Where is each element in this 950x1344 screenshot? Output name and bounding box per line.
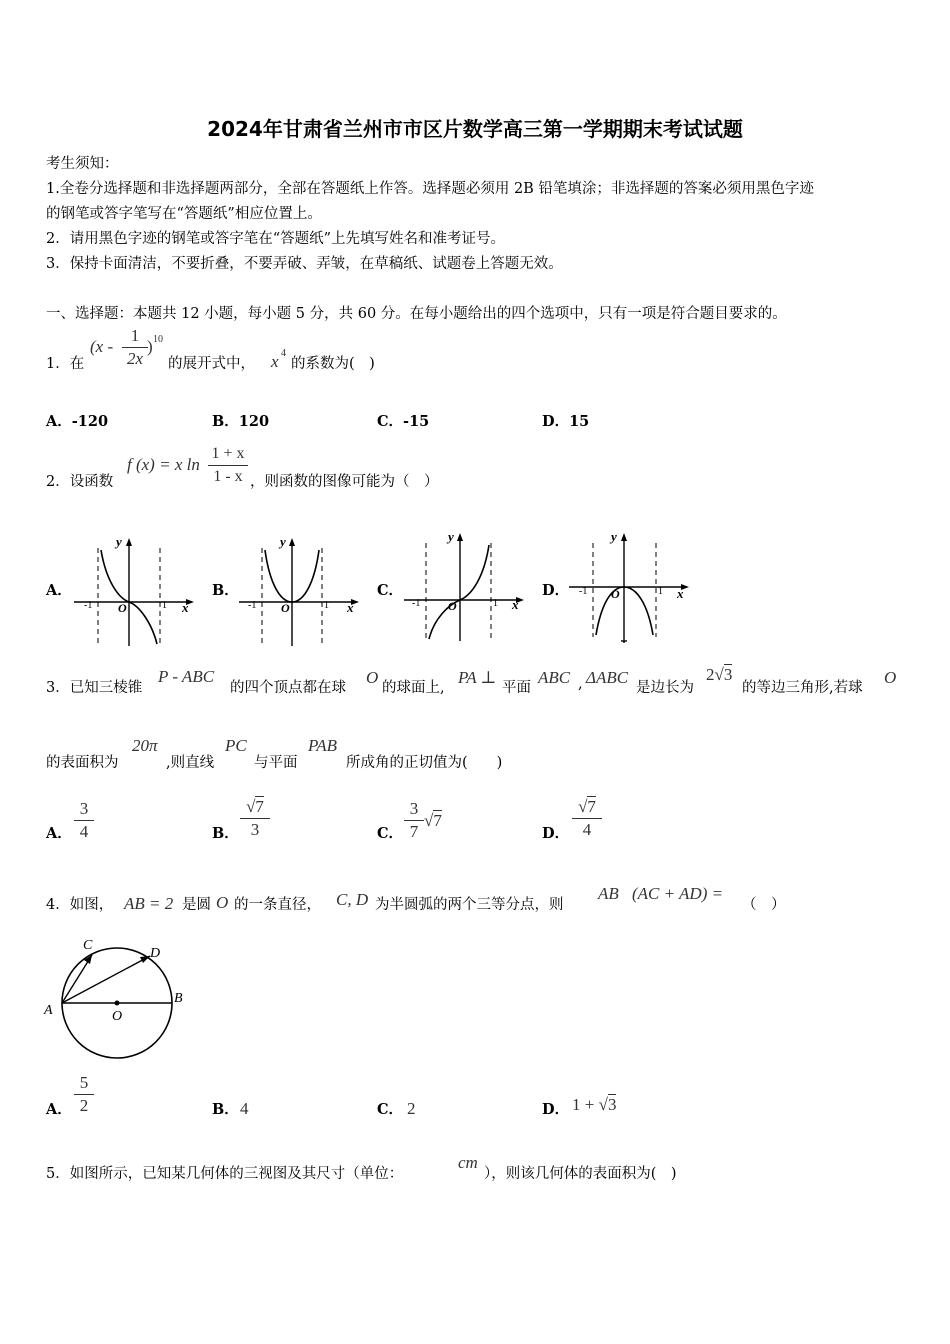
q3-math-5: ΔABC <box>586 668 629 687</box>
q1-expr-close: ) <box>147 337 153 356</box>
q4-label-d: D <box>150 946 161 961</box>
q3-option-a-value[interactable] <box>74 799 94 842</box>
q4-option-b-value[interactable]: 4 <box>240 1099 249 1118</box>
q2-graph-b-neg-tick: -1 <box>248 600 257 611</box>
q3-text-11: 所成角的正切值为( ) <box>346 755 503 771</box>
q3-option-c-radicand: 7 <box>433 811 442 830</box>
q3-side-radicand: 3 <box>723 665 733 684</box>
q4-text-5: （ ） <box>742 897 786 913</box>
q2-graph-d-pos-tick: 1 <box>658 586 663 597</box>
q1-option-b[interactable] <box>212 410 269 431</box>
q2-graph-a-y-label: y <box>116 534 122 549</box>
notice-heading: 考生须知： <box>46 156 119 172</box>
q3-option-d-label[interactable]: D． <box>542 825 570 842</box>
q4-option-a-num: 5 <box>79 1073 89 1092</box>
q3-math-3: PA ⊥ <box>458 668 497 687</box>
q3-option-b-label[interactable]: B． <box>212 825 239 842</box>
q1-fraction <box>122 326 148 369</box>
q2-graph-d-x-label: x <box>677 586 684 601</box>
q2-graph-a-pos-tick: 1 <box>162 600 167 611</box>
notice-item-1-line-1: 1.全卷分选择题和非选择题两部分，全部在答题纸上作答。选择题必须用 2B 铅笔填涂；非选择题的答案必须用黑色字迹 <box>46 181 814 197</box>
q2-graph-d-neg-tick: -1 <box>579 586 588 597</box>
q4-vector-ad <box>62 956 150 1003</box>
q3-option-c-num: 3 <box>409 799 419 818</box>
q3-math-2: O <box>366 668 379 687</box>
q4-option-d-value[interactable]: 1 + √3 <box>572 1095 617 1114</box>
q2-graph-a-x-label: x <box>182 600 189 615</box>
q3-option-c-root: √7 <box>424 811 442 830</box>
q1-frac-num: 1 <box>130 326 140 345</box>
q3-option-c-label[interactable]: C． <box>377 825 404 842</box>
section-heading: 一、选择题：本题共 12 小题，每小题 5 分，共 60 分。在每小题给出的四个选项中，只有一项是符合题目要求的。 <box>46 306 787 322</box>
q3-math-1: P - ABC <box>158 667 215 686</box>
q3-text-10: 与平面 <box>254 755 298 771</box>
q3-text-6: 是边长为 <box>636 680 694 696</box>
q2-graph-a[interactable] <box>70 530 200 648</box>
q2-prefix: 2．设函数 <box>46 474 114 490</box>
q3-math-4: ABC <box>538 668 571 687</box>
q2-graph-d[interactable] <box>565 525 695 645</box>
q3-text-9: ,则直线 <box>166 755 215 771</box>
q5-text-2: ），则该几何体的表面积为( ) <box>484 1166 677 1182</box>
q1-mid: 的展开式中， <box>168 356 255 372</box>
q1-suffix: 的系数为( ) <box>291 356 375 372</box>
q2-graph-b-y-label: y <box>280 534 286 549</box>
q2-suffix: ，则函数的图像可能为（ ） <box>250 474 439 490</box>
q4-option-a-den: 2 <box>79 1096 89 1115</box>
q2-option-a-label[interactable]: A． <box>46 582 72 599</box>
q1-option-a-text: -120 <box>71 413 109 430</box>
q3-text-7: 的等边三角形,若球 <box>742 680 863 696</box>
q2-frac-num: 1 + x <box>211 445 245 462</box>
q3-option-a-label[interactable]: A． <box>46 825 72 842</box>
q4-option-a-value[interactable] <box>74 1073 94 1116</box>
q3-option-d-value[interactable]: √7 4 <box>572 797 602 840</box>
q1-option-c-label: C． <box>377 413 404 430</box>
q4-option-d-pre: 1 + <box>572 1095 595 1114</box>
q4-math-4b: (AC + AD) = <box>632 884 724 903</box>
q4-label-o: O <box>112 1009 123 1024</box>
q4-label-a: A <box>44 1003 53 1018</box>
q1-option-a[interactable] <box>46 410 108 431</box>
q2-lhs: f (x) = x ln <box>127 455 200 474</box>
q1-exponent: 10 <box>153 334 163 345</box>
q4-option-a-label[interactable]: A． <box>46 1101 72 1118</box>
q2-graph-b-pos-tick: 1 <box>324 600 329 611</box>
q4-option-c-label[interactable]: C． <box>377 1101 404 1118</box>
q2-graph-b-origin: O <box>281 601 290 615</box>
q4-math-1: AB = 2 <box>124 894 174 913</box>
q4-circle-figure <box>40 932 200 1072</box>
q2-graph-c[interactable] <box>400 525 530 643</box>
q2-graph-c-origin: O <box>448 599 457 613</box>
notice-item-1-line-2: 的钢笔或答字笔写在“答题纸”相应位置上。 <box>46 206 322 222</box>
q3-math-9: PC <box>225 736 247 755</box>
q4-math-3: C, D <box>336 890 369 909</box>
q3-math-7: O <box>884 668 897 687</box>
q3-option-a-num: 3 <box>79 799 89 818</box>
q1-frac-den: 2x <box>126 349 144 368</box>
q1-option-c[interactable] <box>377 410 429 431</box>
q3-text-3: 的球面上, <box>382 680 445 696</box>
q3-option-b-den: 3 <box>250 820 260 839</box>
q1-option-b-text: 120 <box>238 413 270 430</box>
q3-text-2: 的四个顶点都在球 <box>230 680 346 696</box>
q1-term-exponent: 4 <box>281 348 286 359</box>
q4-text-4: 为半圆弧的两个三等分点，则 <box>375 897 564 913</box>
q2-option-b-label[interactable]: B． <box>212 582 239 599</box>
q2-frac-den: 1 - x <box>213 468 243 485</box>
q3-math-8: 20π <box>132 736 158 755</box>
q4-text-2: 是圆 <box>182 897 211 913</box>
q1-term: x <box>271 352 279 371</box>
q4-label-c: C <box>83 938 93 953</box>
q4-label-b: B <box>174 991 183 1006</box>
q5-unit: cm <box>458 1153 478 1172</box>
q3-option-b-radicand: 7 <box>255 797 264 816</box>
q2-graph-b-x-label: x <box>347 600 354 615</box>
q2-graph-a-neg-tick: -1 <box>84 600 93 611</box>
q2-graph-c-x-label: x <box>512 597 519 612</box>
q4-text-1: 4．如图， <box>46 897 114 913</box>
q2-graph-a-origin: O <box>118 601 127 615</box>
q5-text-1: 5．如图所示，已知某几何体的三视图及其尺寸（单位： <box>46 1166 404 1182</box>
q3-text-5: , <box>578 676 583 692</box>
q3-option-b-value[interactable]: √7 3 <box>240 797 270 840</box>
q1-option-c-text: -15 <box>403 413 430 430</box>
q1-option-d-text: 15 <box>569 413 590 430</box>
q3-math-6: 2√3 <box>706 665 733 684</box>
page-title: 2024年甘肃省兰州市市区片数学高三第一学期期末考试试题 <box>207 117 743 141</box>
q4-math-2: O <box>216 893 229 912</box>
q2-option-d-label[interactable]: D． <box>542 582 570 599</box>
q1-prefix: 1．在 <box>46 356 85 372</box>
q3-option-a-den: 4 <box>79 822 89 841</box>
q2-fraction <box>208 444 248 487</box>
q3-text-4: 平面 <box>502 680 531 696</box>
q2-graph-c-pos-tick: 1 <box>493 598 498 609</box>
q4-option-d-radicand: 3 <box>607 1095 617 1114</box>
q2-option-c-label[interactable]: C． <box>377 582 404 599</box>
q4-option-c-value[interactable]: 2 <box>407 1099 416 1118</box>
q4-center-dot <box>115 1001 120 1006</box>
q3-option-d-den: 4 <box>582 820 592 839</box>
q1-expr-open: (x - <box>90 337 114 356</box>
q3-option-c-den: 7 <box>409 822 419 841</box>
q1-option-a-label: A． <box>46 413 72 430</box>
notice-item-2: 2．请用黑色字迹的钢笔或答字笔在“答题纸”上先填写姓名和准考证号。 <box>46 231 506 247</box>
q4-math-4a: AB <box>598 884 619 903</box>
q3-option-c-fraction[interactable] <box>404 799 424 842</box>
q3-text-1: 3．已知三棱锥 <box>46 680 143 696</box>
q4-text-3: 的一条直径， <box>234 897 321 913</box>
q2-graph-d-origin: O <box>611 587 620 601</box>
q2-graph-b[interactable] <box>235 530 365 648</box>
q2-graph-c-y-label: y <box>448 529 454 544</box>
q2-graph-c-neg-tick: -1 <box>412 598 421 609</box>
q3-side-coef: 2 <box>706 665 715 684</box>
q2-graph-d-y-label: y <box>611 529 617 544</box>
q3-text-8: 的表面积为 <box>46 755 119 771</box>
q1-option-b-label: B． <box>212 413 239 430</box>
q1-option-d-label: D． <box>542 413 570 430</box>
q3-math-10: PAB <box>308 736 337 755</box>
q4-option-d-label[interactable]: D． <box>542 1101 570 1118</box>
q1-option-d[interactable] <box>542 410 589 431</box>
notice-item-3: 3．保持卡面清洁，不要折叠，不要弄破、弄皱，在草稿纸、试题卷上答题无效。 <box>46 256 563 272</box>
q4-option-b-label[interactable]: B． <box>212 1101 239 1118</box>
q2-graph-c-curve <box>429 545 489 639</box>
q3-option-d-radicand: 7 <box>587 797 596 816</box>
